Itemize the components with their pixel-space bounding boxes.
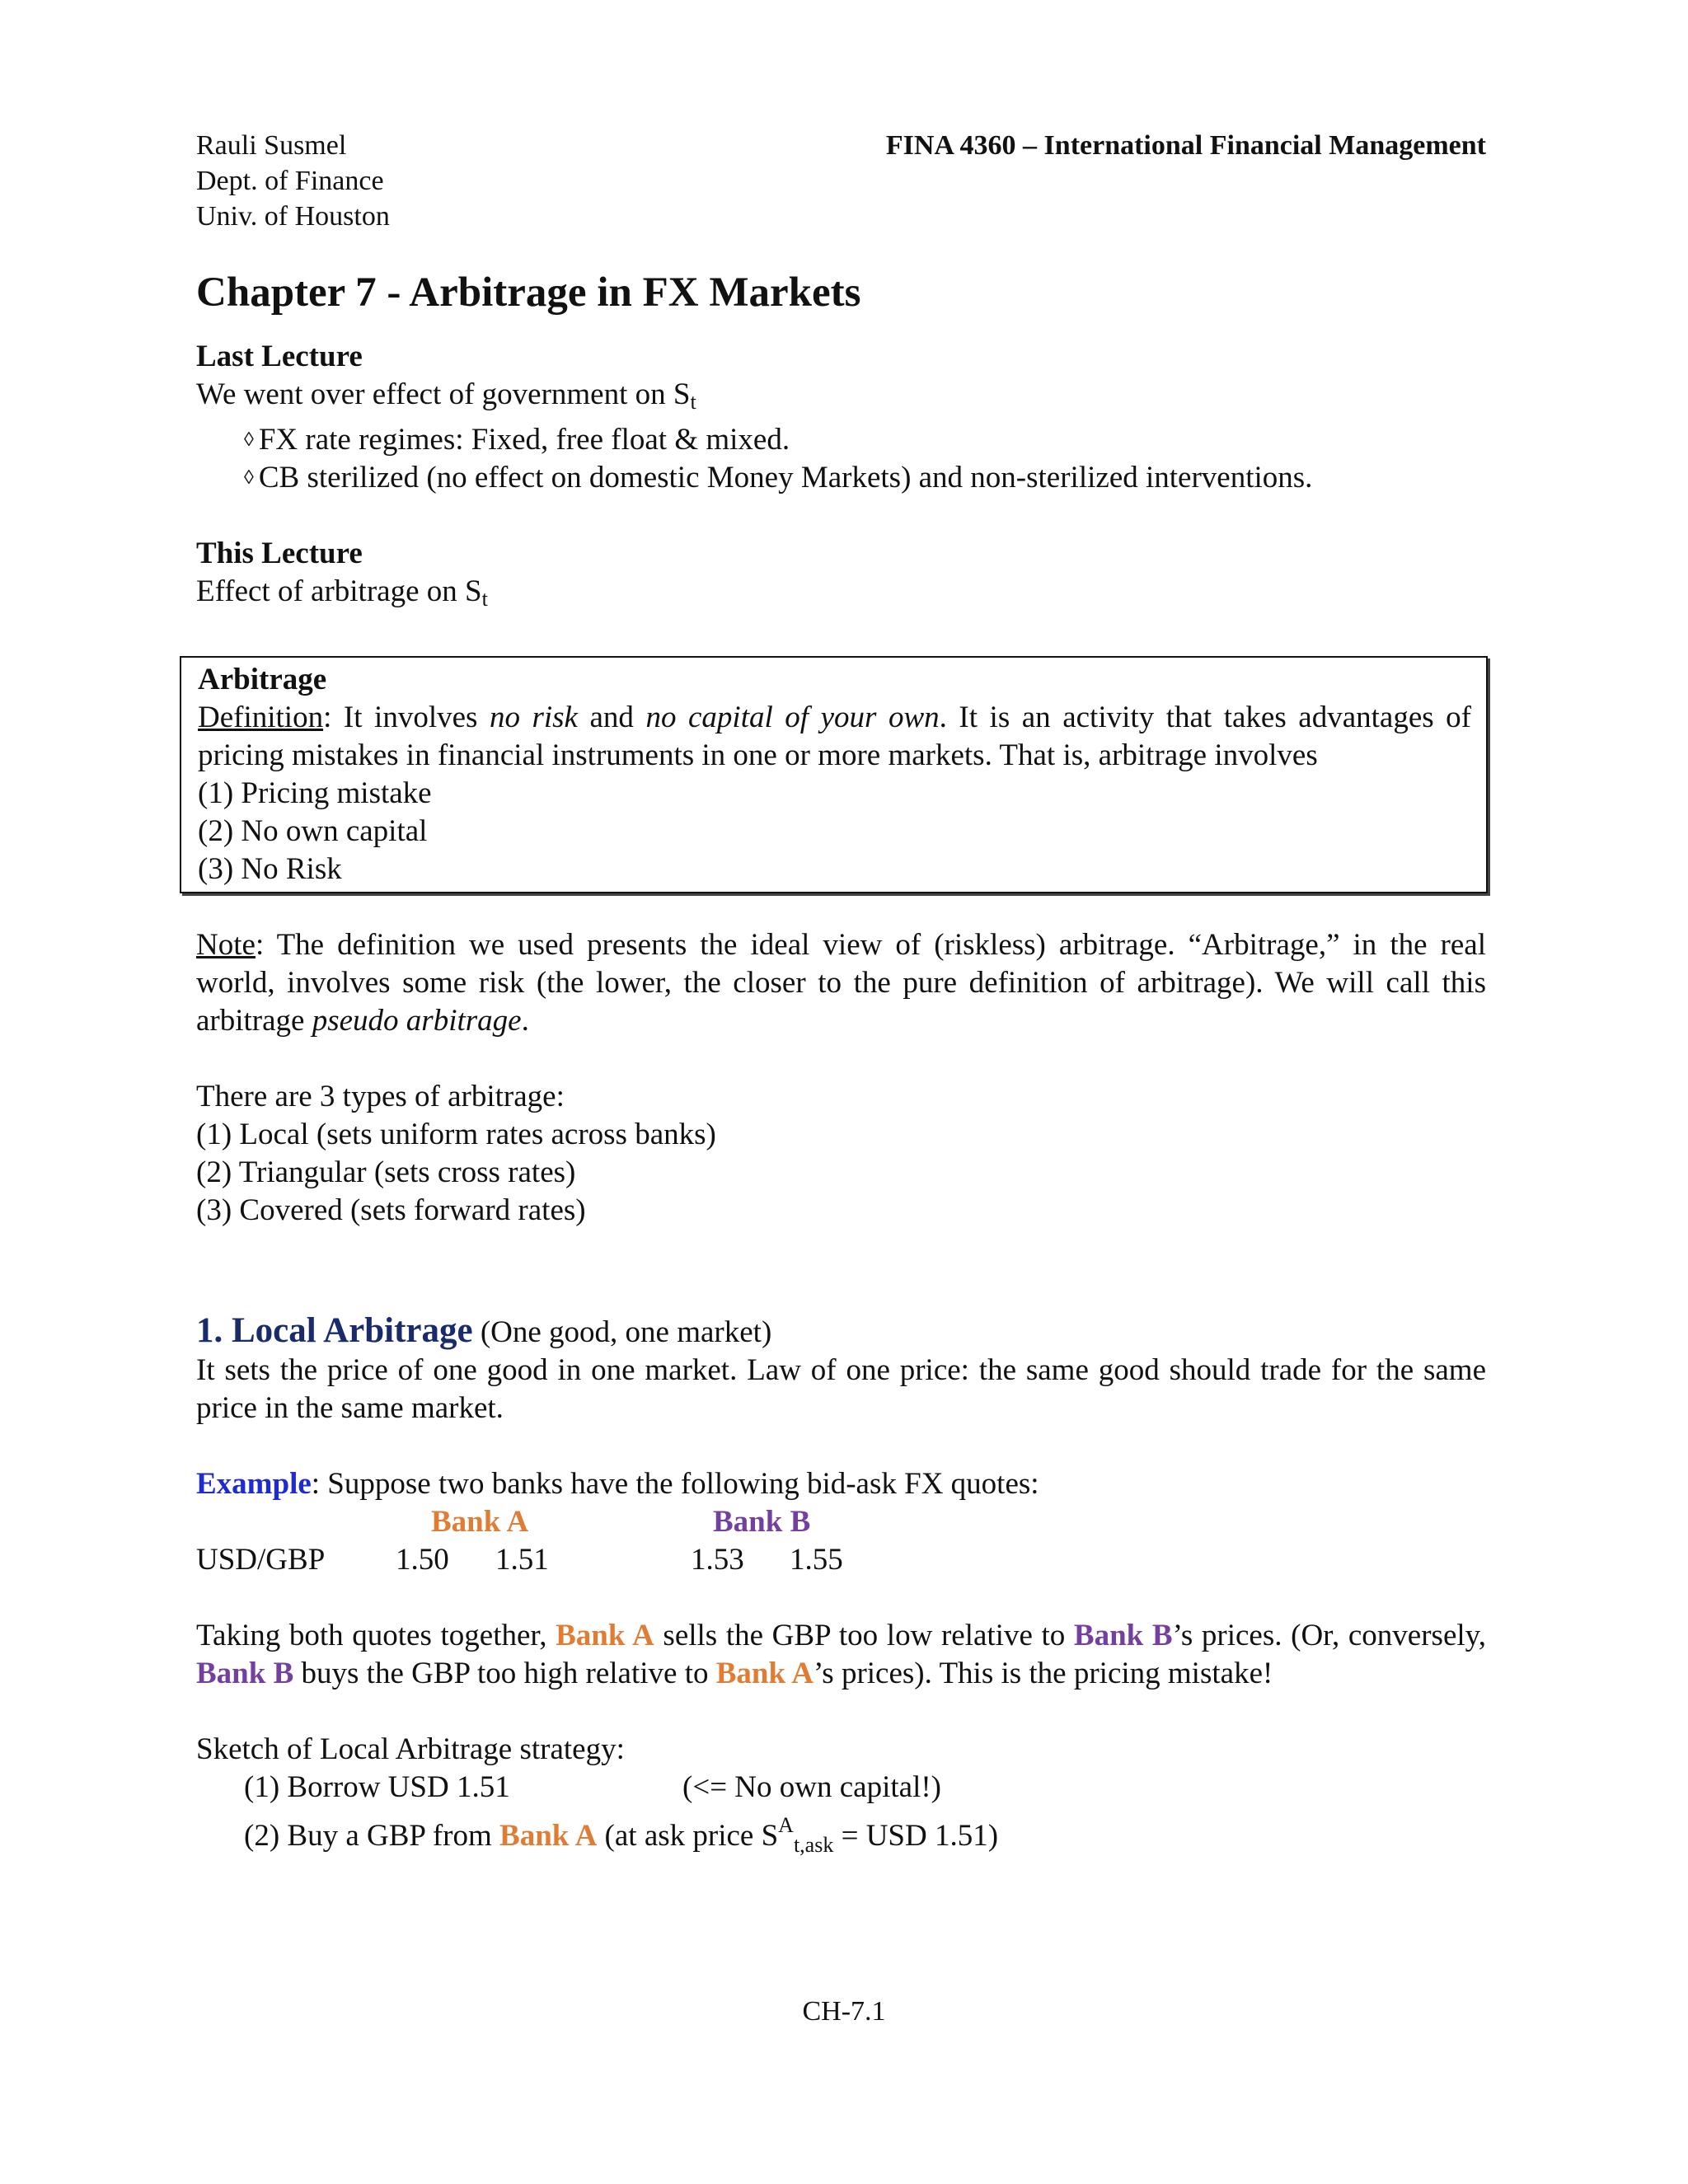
bank-b-bid: 1.53 — [691, 1543, 744, 1577]
example-block — [196, 1465, 1486, 1579]
local-arbitrage-section — [196, 1312, 1486, 1427]
strategy-step — [196, 1769, 1486, 1807]
document-page — [196, 128, 1486, 1864]
list-item: (1) Local (sets uniform rates across banks) — [196, 1118, 716, 1151]
list-item: (3) No Risk — [198, 852, 342, 886]
note-paragraph: Note: The definition we used presents the ideal view of (riskless) arbitrage. “Arbitrage,” in the real world, involves some risk (the lower, the closer to the pure definition of arbitrage). We will call this arbitrage pseudo arbitrage. — [196, 928, 1486, 1038]
list-item: (1) Pricing mistake — [198, 776, 432, 810]
author-block — [196, 128, 390, 234]
currency-pair: USD/GBP — [196, 1543, 326, 1577]
course-title: FINA 4360 – International Financial Management — [885, 130, 1486, 161]
this-lecture-intro: Effect of arbitrage on $S_t$ — [196, 574, 488, 611]
bank-a-label: Bank A — [431, 1505, 529, 1539]
diamond-bullet-icon: ◊ — [244, 467, 254, 489]
step-note: (<= No own capital!) — [682, 1770, 941, 1804]
diamond-bullet-icon: ◊ — [244, 429, 254, 451]
list-item: (2) No own capital — [198, 814, 428, 848]
sketch-intro: Sketch of Local Arbitrage strategy: — [196, 1732, 625, 1766]
example-intro: Example: Suppose two banks have the following bid-ask FX quotes: — [196, 1467, 1039, 1501]
last-lecture-heading: Last Lecture — [196, 340, 363, 373]
this-lecture-section — [196, 535, 1486, 618]
author-univ: Univ. of Houston — [196, 201, 390, 232]
page-header — [196, 128, 1486, 241]
page-number: CH-7.1 — [802, 1996, 886, 2027]
arbitrage-heading: Arbitrage — [198, 663, 327, 696]
section-text: It sets the price of one good in one market. Law of one price: the same good should trade for the same price in the same market. — [196, 1353, 1486, 1425]
bank-a-ask: 1.51 — [495, 1543, 549, 1577]
pricing-mistake-paragraph: Taking both quotes together, Bank A sells the GBP too low relative to Bank B’s prices. (Or, conversely, Bank B buys the GBP too high relative to Bank A’s prices). This is the pricing mistake! — [196, 1619, 1486, 1690]
types-intro: There are 3 types of arbitrage: — [196, 1080, 565, 1113]
this-lecture-heading: This Lecture — [196, 537, 363, 570]
quote-header-row — [196, 1503, 1486, 1541]
step-text: (1) Borrow USD 1.51 — [244, 1770, 510, 1804]
bank-a-bid: 1.50 — [396, 1543, 449, 1577]
author-dept: Dept. of Finance — [196, 166, 384, 196]
strategy-step: (2) Buy a GBP from Bank A (at ask price $S^A_{t,ask}$ = USD 1.51) — [244, 1813, 999, 1857]
chapter-title: Chapter 7 - Arbitrage in FX Markets — [196, 269, 861, 316]
list-item: (2) Triangular (sets cross rates) — [196, 1155, 576, 1189]
section-heading: 1. Local Arbitrage (One good, one market) — [196, 1311, 772, 1350]
strategy-sketch — [196, 1731, 1486, 1864]
quote-row — [196, 1541, 1486, 1579]
arbitrage-definition-box — [180, 656, 1488, 893]
bank-b-label: Bank B — [713, 1505, 811, 1539]
bullet-item: ◊ FX rate regimes: Fixed, free float & mixed. — [244, 423, 790, 457]
last-lecture-section — [196, 338, 1486, 497]
author-name: Rauli Susmel — [196, 130, 347, 161]
last-lecture-intro: We went over effect of government on $S_t$ — [196, 377, 696, 414]
bullet-item: ◊ CB sterilized (no effect on domestic Money Markets) and non-sterilized interventions. — [244, 461, 1313, 494]
arbitrage-types — [196, 1078, 1486, 1230]
list-item: (3) Covered (sets forward rates) — [196, 1193, 586, 1227]
bank-b-ask: 1.55 — [790, 1543, 843, 1577]
arbitrage-definition: Definition: It involves no risk and no capital of your own. It is an activity that takes advantages of pricing mistakes in financial instruments in one or more markets. That is, arbitrage involves — [198, 701, 1471, 772]
